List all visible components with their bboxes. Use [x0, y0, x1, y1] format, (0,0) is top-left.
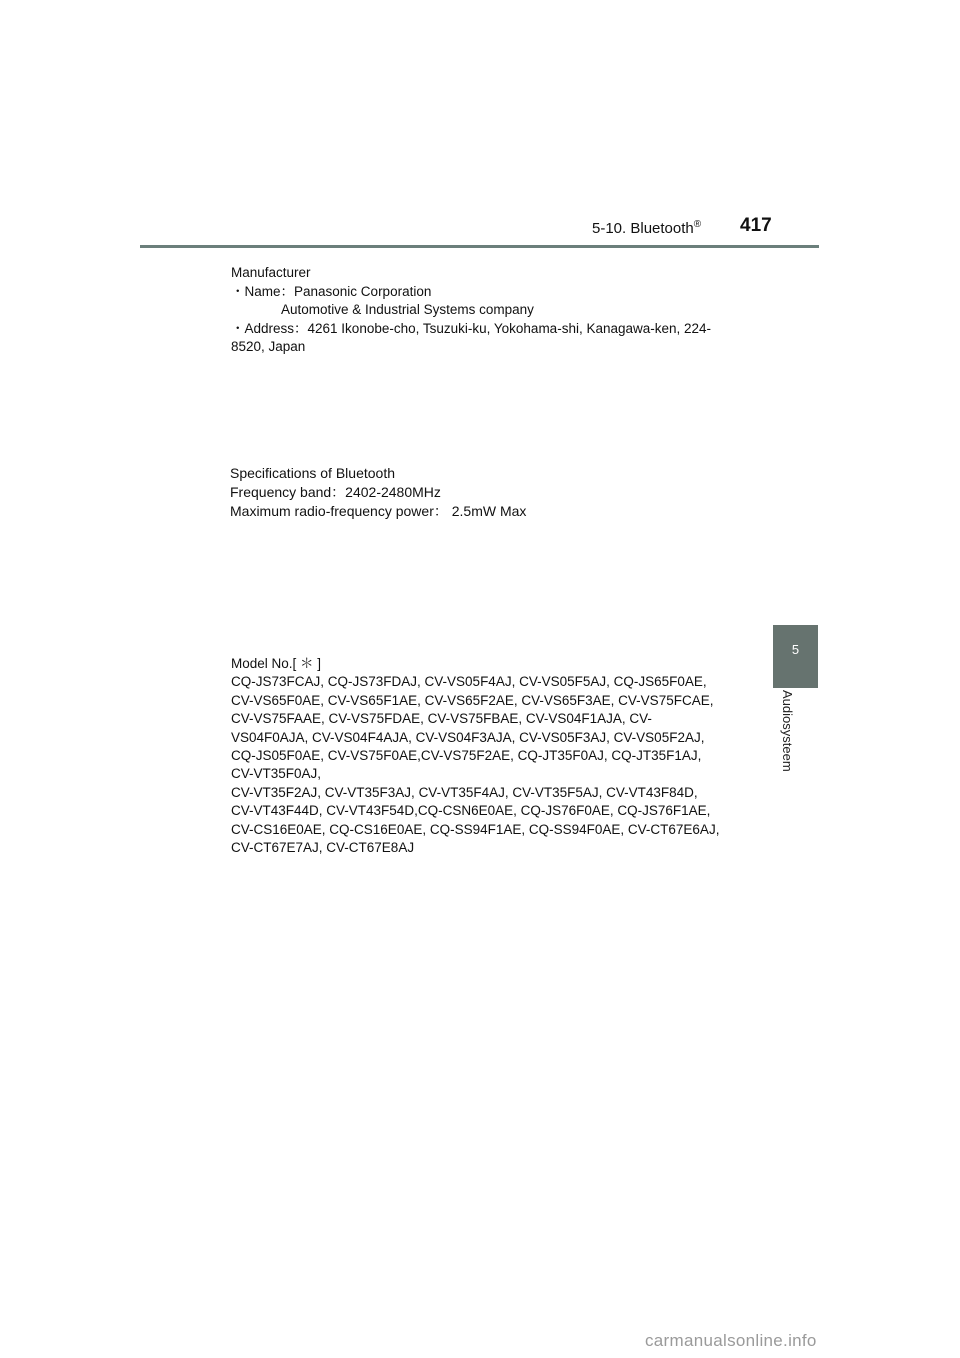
- model-line: VS04F0AJA, CV-VS04F4AJA, CV-VS04F3AJA, CV-VS05F3AJ, CV-VS05F2AJ,: [231, 729, 705, 745]
- page-number: 417: [740, 215, 772, 236]
- spec-frequency: Frequency band：2402-2480MHz: [230, 484, 441, 500]
- chapter-tab-label: Audiosysteem: [780, 690, 795, 772]
- model-line: CV-VS65F0AE, CV-VS65F1AE, CV-VS65F2AE, CV-VS65F3AE, CV-VS75FCAE,: [231, 692, 714, 708]
- model-line: CQ-JS05F0AE, CV-VS75F0AE,CV-VS75F2AE, CQ-JT35F0AJ, CQ-JT35F1AJ,: [231, 748, 702, 764]
- registered-mark: ®: [693, 219, 702, 230]
- chapter-tab: 5: [773, 625, 818, 688]
- model-title: Model No.[ ＊ ]: [231, 656, 322, 671]
- model-line: CV-CS16E0AE, CQ-CS16E0AE, CQ-SS94F1AE, CQ-SS94F0AE, CV-CT67E6AJ,: [231, 821, 720, 837]
- model-line: CV-CT67E7AJ, CV-CT67E8AJ: [231, 840, 415, 856]
- manufacturer-division: Automotive & Industrial Systems company: [281, 302, 534, 317]
- specifications-block: [230, 464, 526, 521]
- manufacturer-address: ・Address：4261 Ikonobe-cho, Tsuzuki-ku, Yokohama-shi, Kanagawa-ken, 224-: [231, 320, 712, 336]
- manufacturer-title: Manufacturer: [231, 265, 311, 280]
- model-line: CV-VT35F0AJ,: [231, 766, 322, 782]
- spec-title: Specifications of Bluetooth: [230, 465, 395, 481]
- manufacturer-block: [231, 264, 711, 357]
- spec-power: Maximum radio-frequency power： 2.5mW Max: [230, 503, 527, 519]
- model-line: CV-VT35F2AJ, CV-VT35F3AJ, CV-VT35F4AJ, CV-VT35F5AJ, CV-VT43F84D,: [231, 784, 698, 800]
- section-title: 5-10. Bluetooth®: [592, 219, 702, 237]
- watermark: carmanualsonline.info: [645, 1331, 817, 1350]
- model-list-block: [231, 655, 719, 857]
- model-line: CQ-JS73FCAJ, CQ-JS73FDAJ, CV-VS05F4AJ, CV-VS05F5AJ, CQ-JS65F0AE,: [231, 674, 707, 690]
- manufacturer-name: ・Name：Panasonic Corporation: [231, 283, 432, 299]
- header-divider: [140, 245, 819, 248]
- model-line: CV-VT43F44D, CV-VT43F54D,CQ-CSN6E0AE, CQ-JS76F0AE, CQ-JS76F1AE,: [231, 803, 711, 819]
- manufacturer-address-cont: 8520, Japan: [231, 339, 306, 354]
- model-line: CV-VS75FAAE, CV-VS75FDAE, CV-VS75FBAE, CV-VS04F1AJA, CV-: [231, 711, 652, 727]
